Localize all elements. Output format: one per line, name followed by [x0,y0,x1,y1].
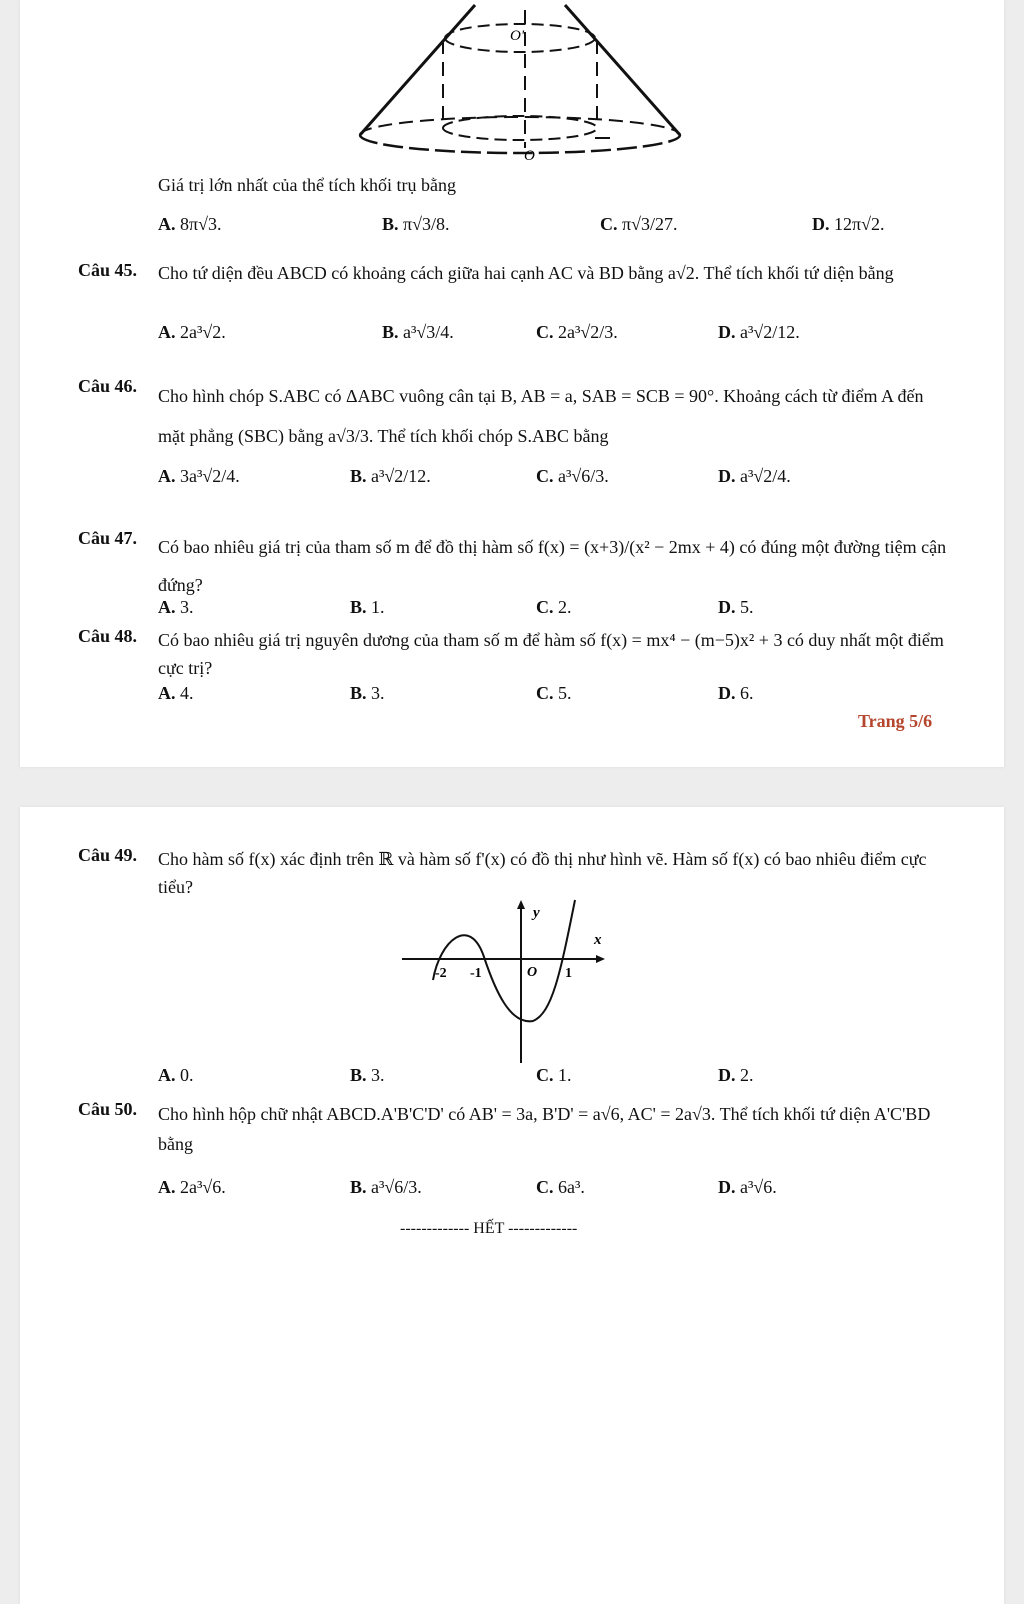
cone-label-top: O' [510,28,525,44]
q46-option-a[interactable] [158,466,240,488]
q46-option-a-letter: A. [158,466,176,486]
q44-option-c-letter: C. [600,214,618,234]
q49-derivative-graph [400,895,610,1065]
origin-label: O [527,965,538,980]
q49-option-d[interactable] [718,1065,754,1087]
q46-label: Câu 46. [78,376,138,396]
cone-cylinder-figure [340,0,700,170]
q47-stem: Có bao nhiêu giá trị của tham số m để đồ thị hàm số f(x) = (x+3)/(x² − 2mx + 4) có đúng một đường tiệm cận đứng? [158,537,947,595]
q50-option-b-letter: B. [350,1177,367,1197]
q49-option-c-text: 1. [558,1065,572,1085]
q50-option-d-letter: D. [718,1177,736,1197]
q46-option-d-text: a³√2/4. [740,466,791,486]
y-axis-label: y [533,905,540,921]
q45-option-a-text: 2a³√2. [180,322,226,342]
end-mark: ------------- HẾT ------------- [400,1220,578,1237]
tick-label-1: 1 [565,966,572,981]
q50-option-a[interactable] [158,1177,226,1199]
q44-option-a-text: 8π√3. [180,214,222,234]
q45-option-c-text: 2a³√2/3. [558,322,618,342]
q46-option-d-letter: D. [718,466,736,486]
q46-option-d[interactable] [718,466,791,488]
q46-stem: Cho hình chóp S.ABC có ΔABC vuông cân tại B, AB = a, SAB = SCB = 90°. Khoảng cách từ điểm A đến mặt phẳng (SBC) bằng a√3/3. Thể tích khối chóp S.ABC bằng [158,386,924,446]
q49-option-d-text: 2. [740,1065,754,1085]
exam-page-6 [20,807,1004,1604]
q47-label: Câu 47. [78,528,138,548]
q50-option-c-text: 6a³. [558,1177,585,1197]
q48-label: Câu 48. [78,626,138,646]
q44-option-b[interactable] [382,214,449,236]
q47-option-b[interactable] [350,597,385,619]
q50-stem: Cho hình hộp chữ nhật ABCD.A'B'C'D' có AB' = 3a, B'D' = a√6, AC' = 2a√3. Thể tích khối tứ diện A'C'BD bằng [158,1104,931,1154]
q45-option-b[interactable] [382,322,454,344]
q49-option-c-letter: C. [536,1065,554,1085]
q46-option-c-letter: C. [536,466,554,486]
q48-option-c-text: 5. [558,683,572,703]
q47-option-d[interactable] [718,597,754,619]
q46-option-b-letter: B. [350,466,367,486]
q49-option-a[interactable] [158,1065,194,1087]
q45-option-b-letter: B. [382,322,399,342]
q45-stem: Cho tứ diện đều ABCD có khoảng cách giữa hai cạnh AC và BD bằng a√2. Thể tích khối tứ diện bằng [158,263,894,283]
q47-option-a-text: 3. [180,597,194,617]
q49-option-b-text: 3. [371,1065,385,1085]
q45-option-a-letter: A. [158,322,176,342]
q49-option-b[interactable] [350,1065,385,1087]
q48-option-d[interactable] [718,683,754,705]
q46-option-c[interactable] [536,466,609,488]
q44-option-d-letter: D. [812,214,830,234]
q48-option-b-text: 3. [371,683,385,703]
q46-option-a-text: 3a³√2/4. [180,466,240,486]
q50-option-c[interactable] [536,1177,585,1199]
q46-option-b[interactable] [350,466,431,488]
q50-option-d-text: a³√6. [740,1177,777,1197]
q50-option-a-letter: A. [158,1177,176,1197]
q48-option-d-letter: D. [718,683,736,703]
x-axis-arrow [596,955,605,963]
q49-stem: Cho hàm số f(x) xác định trên ℝ và hàm số f'(x) có đồ thị như hình vẽ. Hàm số f(x) có bao nhiêu điểm cực tiểu? [158,849,927,897]
q48-option-a-letter: A. [158,683,176,703]
q47-option-b-letter: B. [350,597,367,617]
page-number: Trang 5/6 [858,711,933,731]
q47-option-d-text: 5. [740,597,754,617]
q49-option-a-letter: A. [158,1065,176,1085]
q45-option-c-letter: C. [536,322,554,342]
q45-option-b-text: a³√3/4. [403,322,454,342]
x-axis-label: x [594,932,602,948]
f-prime-curve [433,900,575,1021]
q49-option-c[interactable] [536,1065,572,1087]
q44-option-b-letter: B. [382,214,399,234]
q47-option-a[interactable] [158,597,194,619]
q45-option-d[interactable] [718,322,800,344]
q45-option-d-letter: D. [718,322,736,342]
cone-label-bottom: O [524,148,535,164]
q44-option-b-text: π√3/8. [403,214,450,234]
tick-label-neg1: -1 [470,966,482,981]
q46-option-c-text: a³√6/3. [558,466,609,486]
q50-option-c-letter: C. [536,1177,554,1197]
q50-label: Câu 50. [78,1099,138,1119]
tick-label-neg2: -2 [435,966,447,981]
q45-label: Câu 45. [78,260,138,280]
q47-option-c-letter: C. [536,597,554,617]
q47-option-b-text: 1. [371,597,385,617]
q47-option-c-text: 2. [558,597,572,617]
q48-option-d-text: 6. [740,683,754,703]
q49-label: Câu 49. [78,845,138,865]
q48-option-c-letter: C. [536,683,554,703]
y-axis-arrow [517,900,525,909]
q44-option-a[interactable] [158,214,221,236]
q49-option-d-letter: D. [718,1065,736,1085]
q45-option-d-text: a³√2/12. [740,322,800,342]
q47-option-d-letter: D. [718,597,736,617]
q50-option-b-text: a³√6/3. [371,1177,422,1197]
q45-option-a[interactable] [158,322,226,344]
q48-option-a-text: 4. [180,683,194,703]
exam-page-5 [20,0,1004,767]
q48-stem: Có bao nhiêu giá trị nguyên dương của tham số m để hàm số f(x) = mx⁴ − (m−5)x² + 3 có duy nhất một điểm cực trị? [158,630,944,678]
q48-option-c[interactable] [536,683,572,705]
q44-option-c[interactable] [600,214,677,236]
q44-stem: Giá trị lớn nhất của thể tích khối trụ bằng [158,175,456,195]
q48-option-b-letter: B. [350,683,367,703]
q44-option-d-text: 12π√2. [834,214,885,234]
q50-option-a-text: 2a³√6. [180,1177,226,1197]
q48-option-b[interactable] [350,683,385,705]
q44-option-a-letter: A. [158,214,176,234]
q45-option-c[interactable] [536,322,618,344]
q49-option-a-text: 0. [180,1065,194,1085]
q44-option-c-text: π√3/27. [622,214,678,234]
q44-option-d[interactable] [812,214,884,236]
q50-option-d[interactable] [718,1177,777,1199]
q46-option-b-text: a³√2/12. [371,466,431,486]
q47-option-c[interactable] [536,597,572,619]
q48-option-a[interactable] [158,683,194,705]
q49-option-b-letter: B. [350,1065,367,1085]
q47-option-a-letter: A. [158,597,176,617]
q50-option-b[interactable] [350,1177,422,1199]
